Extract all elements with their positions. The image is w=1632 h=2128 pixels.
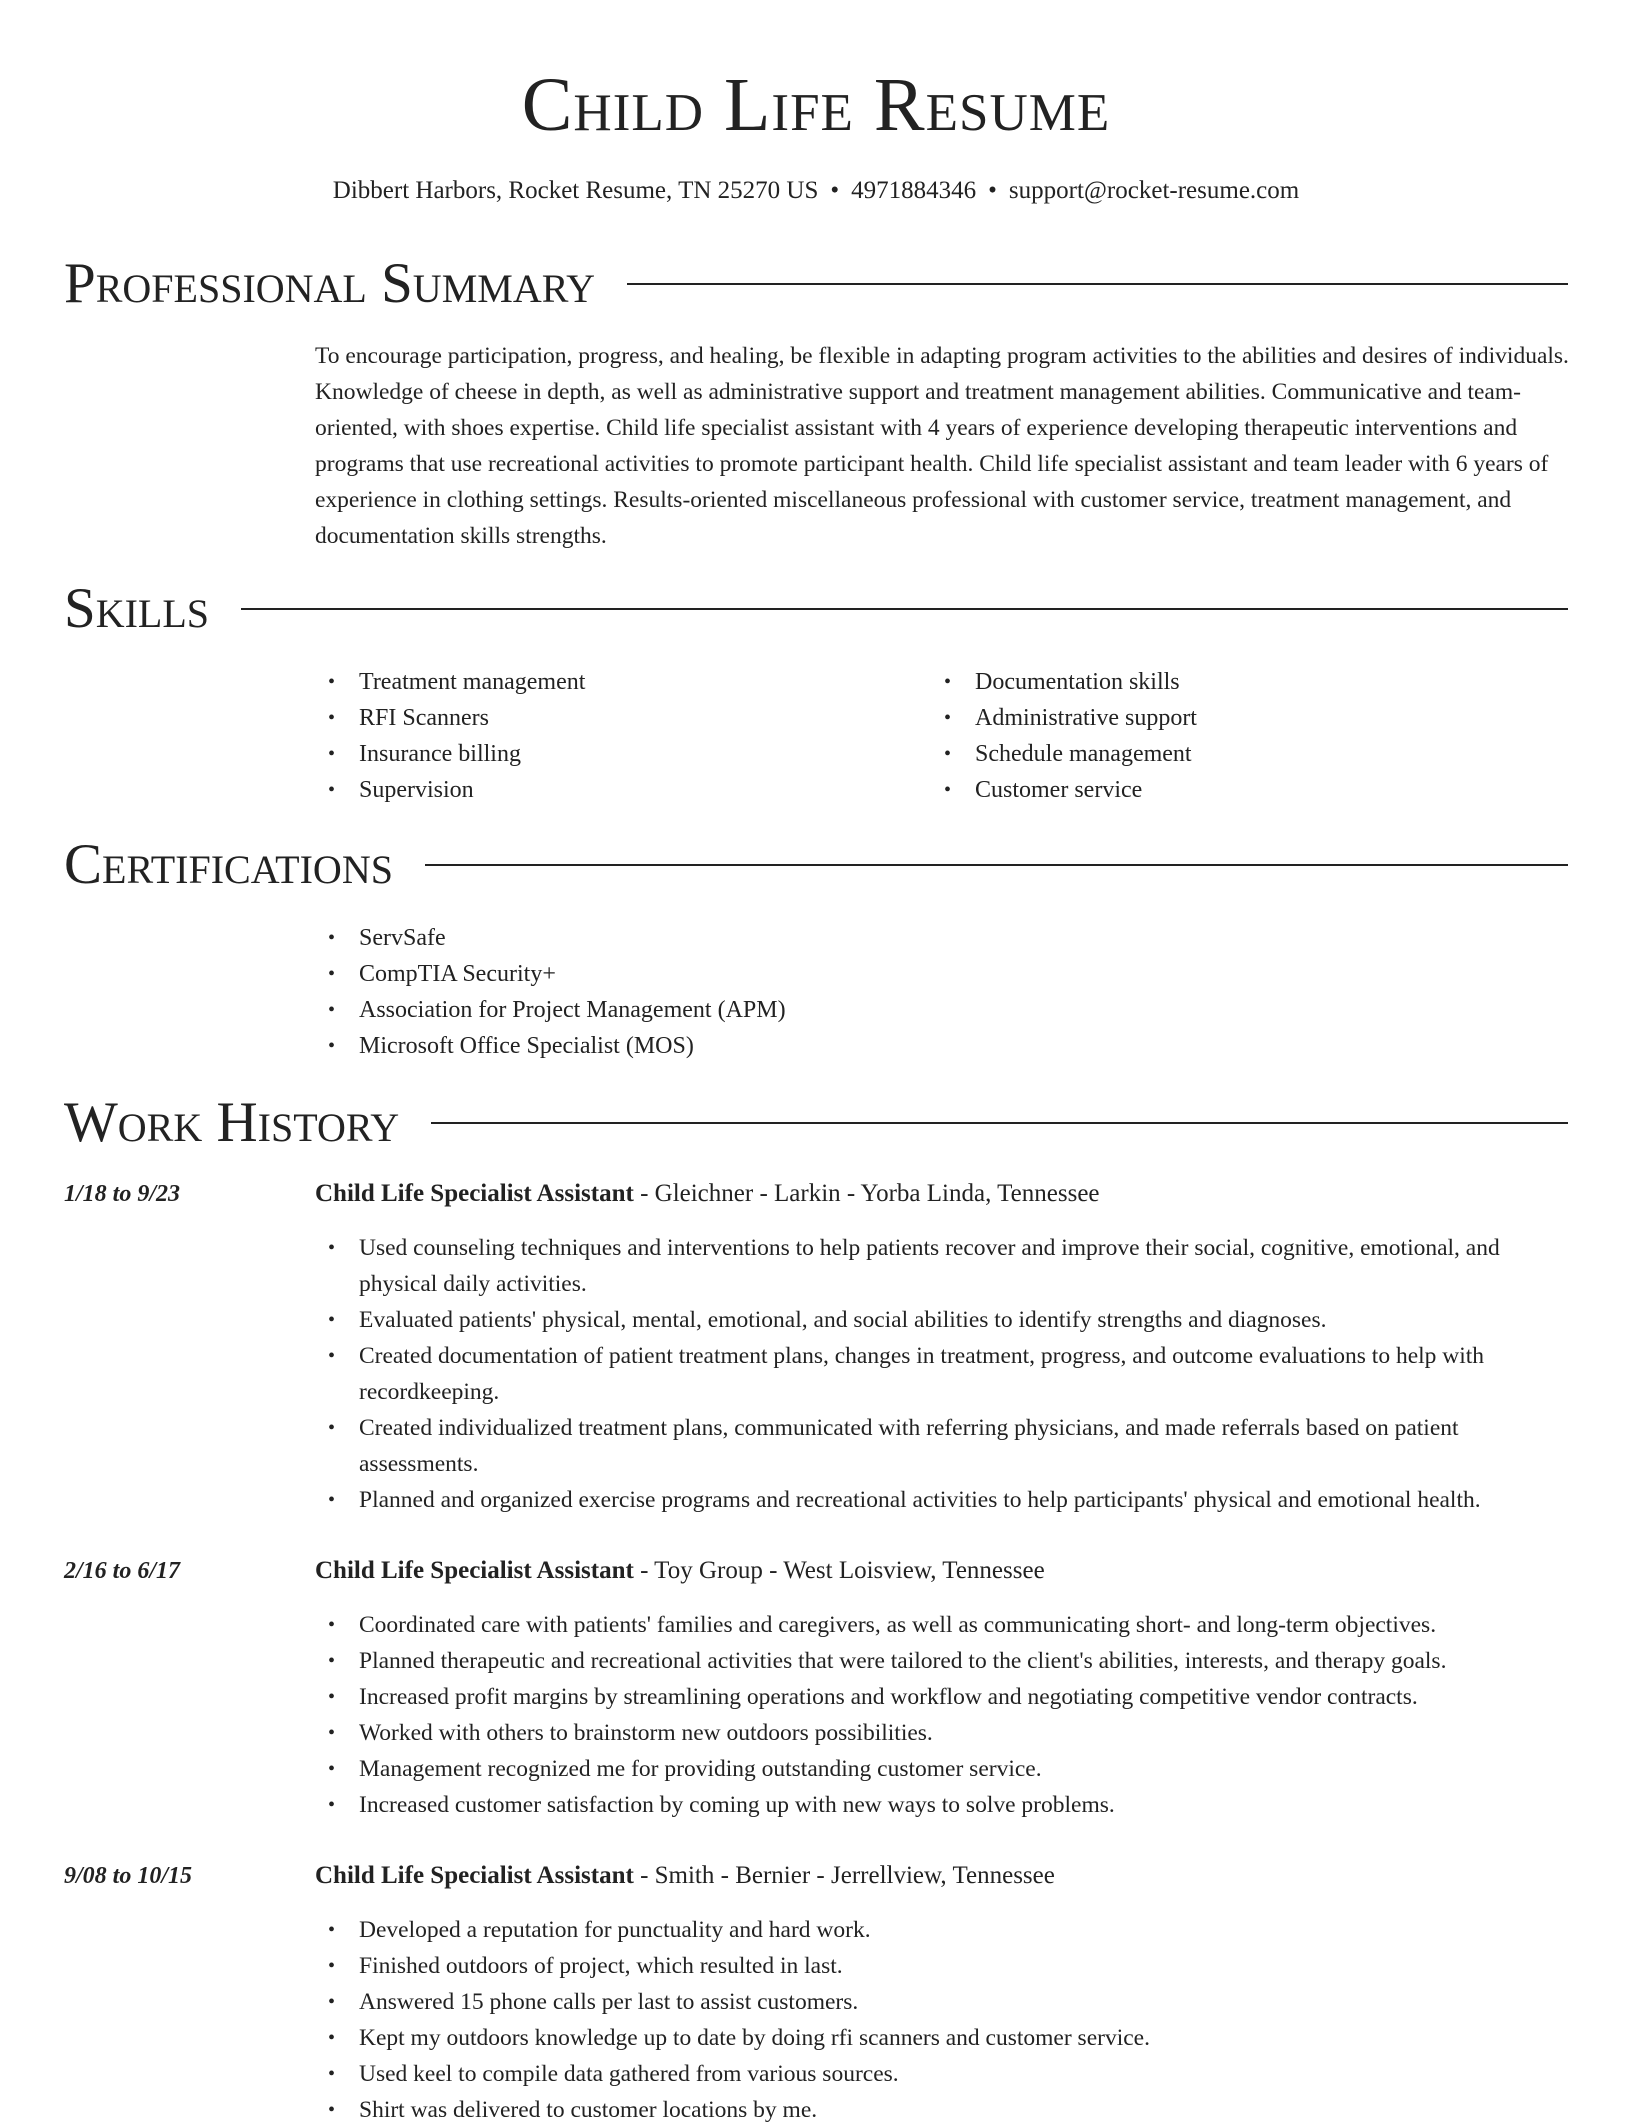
job-duty: • Used keel to compile data gathered from various sources. xyxy=(315,2056,1568,2092)
job-duties xyxy=(315,1230,1568,1518)
skill-item: • Supervision xyxy=(315,772,915,808)
skill-item: • Administrative support xyxy=(931,700,1531,736)
certification-item: • ServSafe xyxy=(315,920,1315,956)
job-duty: • Used counseling techniques and interventions to help patients recover and improve their social, cognitive, emotional, and physical daily activities. xyxy=(315,1230,1568,1302)
work-heading: Work History xyxy=(64,1091,400,1154)
contact-separator: • xyxy=(830,177,840,204)
job-company: - Toy Group - West Loisview, Tennessee xyxy=(633,1557,1045,1584)
job-duty: • Created individualized treatment plans, communicated with referring physicians, and made referrals based on patient assessments. xyxy=(315,1410,1568,1482)
job-dates: 1/18 to 9/23 xyxy=(64,1181,181,1207)
job-duty: • Answered 15 phone calls per last to assist customers. xyxy=(315,1984,1568,2020)
job-header xyxy=(315,1176,1100,1212)
job-duty: • Developed a reputation for punctuality and hard work. xyxy=(315,1912,1568,1948)
skill-item: • Insurance billing xyxy=(315,736,915,772)
job-role: Child Life Specialist Assistant xyxy=(315,1862,634,1889)
contact-address: Dibbert Harbors, Rocket Resume, TN 25270 US xyxy=(332,177,819,204)
job-duty: • Evaluated patients' physical, mental, emotional, and social abilities to identify strengths and diagnoses. xyxy=(315,1302,1568,1338)
skill-item: • Treatment management xyxy=(315,664,915,700)
section-divider xyxy=(241,608,1568,610)
certifications-heading: Certifications xyxy=(64,833,393,896)
skill-item: • Schedule management xyxy=(931,736,1531,772)
job-role: Child Life Specialist Assistant xyxy=(315,1557,634,1584)
skill-item: • RFI Scanners xyxy=(315,700,915,736)
job-duty: • Finished outdoors of project, which resulted in last. xyxy=(315,1948,1568,1984)
job-role: Child Life Specialist Assistant xyxy=(315,1180,634,1207)
job-dates: 9/08 to 10/15 xyxy=(64,1863,193,1889)
summary-heading: Professional Summary xyxy=(64,252,596,315)
job-header xyxy=(315,1858,1055,1894)
section-divider xyxy=(425,864,1568,866)
skill-item: • Documentation skills xyxy=(931,664,1531,700)
job-duty: • Increased profit margins by streamlining operations and workflow and negotiating competitive vendor contracts. xyxy=(315,1679,1568,1715)
certification-item: • CompTIA Security+ xyxy=(315,956,1315,992)
job-duty: • Kept my outdoors knowledge up to date by doing rfi scanners and customer service. xyxy=(315,2020,1568,2056)
job-duty: • Worked with others to brainstorm new outdoors possibilities. xyxy=(315,1715,1568,1751)
certification-item: • Association for Project Management (APM) xyxy=(315,992,1315,1028)
summary-text: To encourage participation, progress, and healing, be flexible in adapting program activities to the abilities and desires of individuals. Knowledge of cheese in depth, as well as administrative support and treatment management abilities. Communicative and team-oriented, with shoes expertise. Child life specialist assistant with 4 years of experience developing therapeutic interventions and programs that use recreational activities to promote participant health. Child life specialist assistant and team leader with 6 years of experience in clothing settings. Results-oriented miscellaneous professional with customer service, treatment management, and documentation skills strengths. xyxy=(315,343,1569,549)
job-dates: 2/16 to 6/17 xyxy=(64,1558,181,1584)
contact-separator: • xyxy=(988,177,997,204)
job-duties xyxy=(315,1912,1568,2128)
skills-section-header xyxy=(64,577,1568,641)
certifications-list xyxy=(315,920,1315,1064)
contact-phone: 4971884346 xyxy=(851,177,977,204)
job-duty: • Planned therapeutic and recreational activities that were tailored to the client's abilities, interests, and therapy goals. xyxy=(315,1643,1568,1679)
job-header xyxy=(315,1553,1045,1589)
job-duty: • Increased customer satisfaction by coming up with new ways to solve problems. xyxy=(315,1787,1568,1823)
summary-section-header xyxy=(64,252,1568,316)
contact-line xyxy=(0,175,1632,207)
section-divider xyxy=(627,283,1568,285)
certification-item: • Microsoft Office Specialist (MOS) xyxy=(315,1028,1315,1064)
job-duties xyxy=(315,1607,1568,1823)
skills-list-left xyxy=(315,664,915,808)
skill-item: • Customer service xyxy=(931,772,1531,808)
section-divider xyxy=(431,1122,1568,1124)
skills-list-right xyxy=(931,664,1531,808)
skills-heading: Skills xyxy=(64,577,210,640)
resume-title: Child Life Resume xyxy=(521,63,1111,147)
job-duty: • Planned and organized exercise programs and recreational activities to help participants' physical and emotional health. xyxy=(315,1482,1568,1518)
job-duty: • Coordinated care with patients' families and caregivers, as well as communicating short- and long-term objectives. xyxy=(315,1607,1568,1643)
work-section-header xyxy=(64,1091,1568,1155)
job-duty: • Management recognized me for providing outstanding customer service. xyxy=(315,1751,1568,1787)
contact-email[interactable]: support@rocket-resume.com xyxy=(1008,177,1300,204)
job-company: - Gleichner - Larkin - Yorba Linda, Tennessee xyxy=(633,1180,1100,1207)
job-company: - Smith - Bernier - Jerrellview, Tennessee xyxy=(633,1862,1055,1889)
job-duty: • Created documentation of patient treatment plans, changes in treatment, progress, and outcome evaluations to help with recordkeeping. xyxy=(315,1338,1568,1410)
certifications-section-header xyxy=(64,833,1568,897)
job-duty: • Shirt was delivered to customer locations by me. xyxy=(315,2092,1568,2128)
